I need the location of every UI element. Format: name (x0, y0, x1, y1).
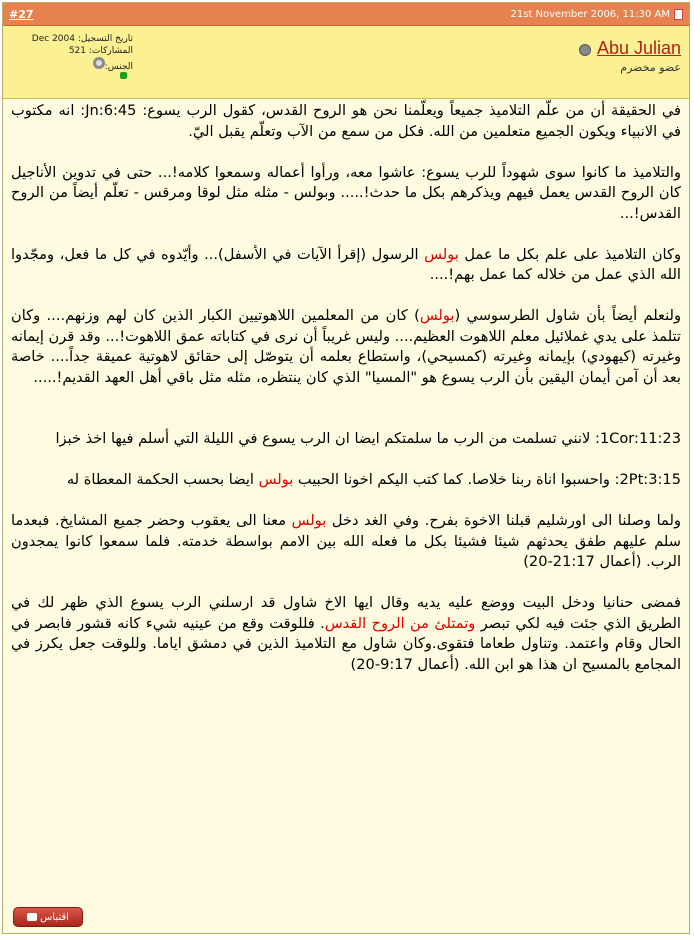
paragraph-6-text-a: 2Pt:3:15: واحسبوا اناة ربنا خلاصا. كما كتب اليكم اخونا الحبيب (293, 471, 681, 488)
post-count-value: 521 (68, 46, 87, 56)
quote-icon (27, 913, 37, 921)
paragraph-4-text-b: ) كان من المعلمين اللاهوتيين الكبار الذين كان لهم وزنهم.... وكان تتلمذ على يدي غملائيل معلم اللاهوت العظيم.... وليس غريباً أن نرى في كتاباته عمق اللاهوت!... وقد قرن إيمانه وغيرته (كيهودي) بإيمانه وغيرته (كمسيحي)، واستطاع بعلمه أن يتوصّل إلى حقائق لاهوتية عميقة جداً.... خاصة بعد أن آمن أيمان اليقين بأن الرب يسوع هو "المسيا" الذي كان ينتظره، مثله مثل باقي أهل العهد القديم!..... (11, 307, 681, 386)
offline-status-icon (579, 44, 591, 56)
paragraph-3 (11, 245, 681, 286)
paragraph-7-text-a: ولما وصلنا الى اورشليم قبلنا الاخوة بفرح. وفي الغد دخل (326, 512, 681, 529)
forum-post (2, 2, 690, 934)
gender-label: الجنس: (104, 62, 133, 72)
highlight-paul: بولس (258, 471, 294, 488)
paragraph-1: في الحقيقة أن من علّم التلاميذ جميعاً ويعلّمنا نحن هو الروح القدس، كقول الرب يسوع: Jn:6:45: انه مكتوب في الانبياء ويكون الجميع متعلمين من الله. فكل من سمع من الآب وتعلّم يقبل اليّ. (11, 102, 681, 140)
quote-button[interactable] (13, 907, 83, 927)
paragraph-6-text-b: ايضا بحسب الحكمة المعطاة له (66, 471, 259, 488)
paragraph-2: والتلاميذ ما كانوا سوى شهوداً للرب يسوع: عاشوا معه، ورأوا أعماله وسمعوا كلامه!... حتى في تدوين الأناجيل كان الروح القدس يعمل فيهم ويذكرهم بكل ما حدث!..... وبولس - مثله مثل لوقا ومرقس - تعلّم أيضاً من الروح القدس!... (11, 163, 681, 222)
post-date: 21st November 2006, 11:30 AM (510, 8, 670, 20)
online-status-icon (120, 72, 127, 79)
paragraph-5: 1Cor:11:23: لانني تسلمت من الرب ما سلمتكم ايضا ان الرب يسوع في الليلة التي أسلم فيها اخذ خبزا (55, 430, 681, 447)
gender-icon (93, 57, 105, 69)
username-area (579, 38, 681, 74)
post-number-prefix: # (9, 7, 19, 21)
paragraph-8-text-a: فمضى حنانيا ودخل البيت ووضع عليه يديه وقال ايها الاخ شاول قد ارسلني الرب يسوع الذي ظهر لك في الطريق الذي جئت فيه لكي تبصر (11, 594, 681, 632)
user-title: عضو مخضرم (620, 61, 681, 74)
post-count-row (11, 45, 133, 57)
paragraph-6 (11, 470, 681, 491)
user-info-bar (3, 26, 689, 99)
paragraph-3-text-a: وكان التلاميذ على علم بكل ما عمل (458, 245, 681, 263)
join-date-value: Dec 2004 (31, 34, 75, 44)
join-date-row (11, 33, 133, 45)
quote-button-label: اقتباس (40, 911, 69, 923)
join-date-label: تاريخ التسجيل: (77, 34, 133, 44)
paragraph-3-text-b: الرسول (إقرأ الآيات في الأسفل)... وأيّدوه في كل ما فعل، ومجّدوا الله الذي عمل من خلاله كما عمل بهم!.... (11, 245, 681, 283)
paragraph-7 (11, 511, 681, 573)
username-link[interactable]: Abu Julian (596, 38, 681, 58)
highlight-holy-spirit: وتمتلئ من الروح القدس (324, 614, 476, 632)
paragraph-8 (11, 593, 681, 675)
paragraph-4-text-a: ولنعلم أيضاً بأن شاول الطرسوسي ( (454, 307, 681, 324)
user-stats (11, 33, 133, 73)
post-number: 27 (18, 7, 34, 21)
post-document-icon (674, 9, 683, 20)
gender-row (11, 57, 133, 73)
post-date-area (510, 9, 683, 20)
post-header (3, 3, 689, 26)
paragraph-4 (11, 306, 681, 388)
highlight-paul: بولس (424, 245, 459, 263)
paragraph-8-text-b: . فللوقت وقع من عينيه شيء كانه قشور فابصر في الحال وقام واعتمد. وتناول طعاما فتقوى.وكان شاول مع التلاميذ الذين في دمشق اياما. وللوقت جعل يكرز في المجامع بالمسيح ان هذا هو ابن الله. (أعمال 9:17-20) (11, 614, 681, 673)
post-content (11, 101, 681, 696)
paragraph-7-text-b: معنا الى يعقوب وحضر جميع المشايخ. فبعدما سلم عليهم طفق يحدثهم شيئا فشيئا بكل ما فعله الله بين الامم بواسطة خدمته. فلما سمعوا كانوا يمجدون الرب. (أعمال 21:17-20) (11, 512, 681, 570)
post-count-label: المشاركات: (88, 46, 133, 56)
post-number-link[interactable] (9, 8, 34, 21)
highlight-paul: بولس (291, 512, 327, 529)
highlight-paul: بولس (419, 307, 455, 324)
